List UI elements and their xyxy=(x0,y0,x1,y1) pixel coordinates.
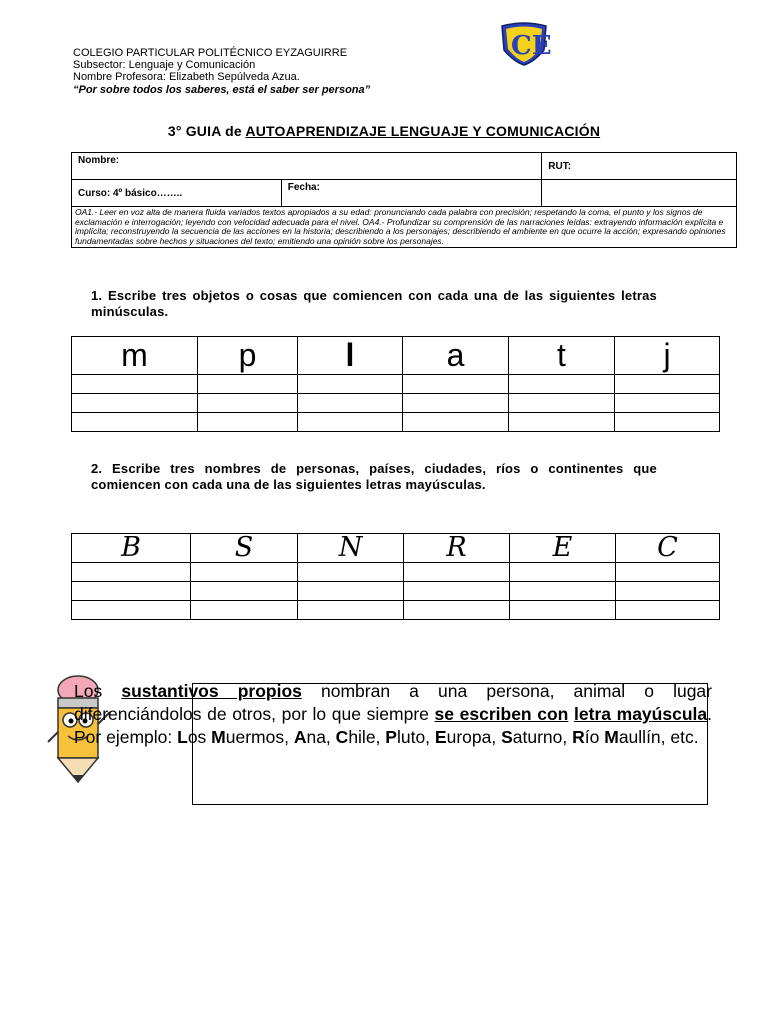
example-initial: E xyxy=(434,727,447,747)
example-text: uropa, xyxy=(446,727,502,747)
example-initial: S xyxy=(501,727,513,747)
answer-cell[interactable] xyxy=(404,582,510,601)
answer-cell[interactable] xyxy=(191,601,298,620)
answer-cell[interactable] xyxy=(403,413,509,432)
answer-cell[interactable] xyxy=(198,394,298,413)
example-text: ío xyxy=(584,727,605,747)
answer-cell[interactable] xyxy=(510,582,616,601)
letter-cell: E xyxy=(510,534,616,563)
letter-cell: j xyxy=(615,337,720,375)
answer-cell[interactable] xyxy=(298,375,403,394)
letter-cell: a xyxy=(403,337,509,375)
answer-cell[interactable] xyxy=(404,563,510,582)
fecha-field[interactable]: Fecha: xyxy=(281,180,542,207)
example-text: uermos, xyxy=(225,727,294,747)
answer-cell[interactable] xyxy=(298,394,403,413)
logo-letters: CE xyxy=(511,31,552,61)
nombre-field[interactable]: Nombre: xyxy=(72,153,542,180)
letter-cell: N xyxy=(298,534,404,563)
subject-line: Subsector: Lenguaje y Comunicación xyxy=(73,59,256,71)
note-text: nombran a una persona, animal o lugar diferenciándolos de otros, por lo que siempre xyxy=(74,681,712,724)
title-main: AUTOAPRENDIZAJE LENGUAJE Y COMUNICACIÓN xyxy=(245,123,601,139)
letter-cell: R xyxy=(404,534,510,563)
student-info-table xyxy=(71,152,737,248)
letter-cell: B xyxy=(72,534,191,563)
example-initial: M xyxy=(604,727,619,747)
answer-cell[interactable] xyxy=(72,563,191,582)
answer-cell[interactable] xyxy=(72,413,198,432)
lowercase-letters-table xyxy=(71,336,720,432)
answer-cell[interactable] xyxy=(616,563,720,582)
answer-cell[interactable] xyxy=(404,601,510,620)
answer-cell[interactable] xyxy=(509,394,615,413)
answer-cell[interactable] xyxy=(191,582,298,601)
answer-cell[interactable] xyxy=(191,563,298,582)
learning-objectives: OA1.- Leer en voz alta de manera fluida variados textos apropiados a su edad: pronunciando cada palabra con precisión; respetando la coma, el punto y los signos de exclamación e interrogación; leyendo con velocidad adecuada para el nivel. OA4.- Profundizar su comprensión de las narraciones leídas: extrayendo información explícita e implícita; reconstruyendo la secuencia de las acciones en la historia; describiendo a los personajes; describiendo el ambiente en que ocurre la acción; expresando opiniones fundamentadas sobre hechos y situaciones del texto; emitiendo una opinión sobre los personajes. xyxy=(72,207,737,248)
example-initial: P xyxy=(385,727,397,747)
proper-nouns-note xyxy=(74,680,712,749)
answer-cell[interactable] xyxy=(198,375,298,394)
note-word: Los xyxy=(74,681,103,701)
answer-cell[interactable] xyxy=(509,375,615,394)
answer-cell[interactable] xyxy=(403,394,509,413)
answer-cell[interactable] xyxy=(72,582,191,601)
school-name: COLEGIO PARTICULAR POLITÉCNICO EYZAGUIRRE xyxy=(73,47,348,59)
answer-cell[interactable] xyxy=(298,582,404,601)
answer-cell[interactable] xyxy=(509,413,615,432)
answer-cell[interactable] xyxy=(615,394,720,413)
answer-cell[interactable] xyxy=(298,601,404,620)
answer-cell[interactable] xyxy=(510,563,616,582)
example-initial: L xyxy=(177,727,188,747)
letter-cell: m xyxy=(72,337,198,375)
answer-cell[interactable] xyxy=(403,375,509,394)
teacher-line: Nombre Profesora: Elizabeth Sepúlveda Azua. xyxy=(73,71,300,83)
example-text: aullín, etc. xyxy=(618,727,699,747)
question-1-text: 1. Escribe tres objetos o cosas que comiencen con cada una de las siguientes letras minúsculas. xyxy=(91,288,657,319)
example-initial: R xyxy=(572,727,585,747)
letter-cell: S xyxy=(191,534,298,563)
example-initial: M xyxy=(211,727,226,747)
answer-cell[interactable] xyxy=(298,413,403,432)
example-text: na, xyxy=(306,727,336,747)
answer-cell[interactable] xyxy=(72,375,198,394)
note-term: sustantivos propios xyxy=(121,681,302,701)
school-shield-logo xyxy=(496,22,552,66)
answer-cell[interactable] xyxy=(298,563,404,582)
rut-field[interactable]: RUT: xyxy=(542,153,737,180)
example-initial: A xyxy=(293,727,307,747)
answer-cell[interactable] xyxy=(510,601,616,620)
letter-cell: l xyxy=(298,337,403,375)
note-rule: letra mayúscula xyxy=(574,704,708,724)
page-title xyxy=(0,123,768,139)
answer-cell[interactable] xyxy=(615,413,720,432)
title-prefix: 3° GUIA de xyxy=(167,123,246,139)
note-rule: se escriben con xyxy=(434,704,569,724)
letter-cell: p xyxy=(198,337,298,375)
example-text: os xyxy=(187,727,212,747)
example-text: luto, xyxy=(396,727,435,747)
letter-cell: C xyxy=(616,534,720,563)
empty-cell xyxy=(542,180,737,207)
answer-cell[interactable] xyxy=(616,582,720,601)
note-text: . Por ejemplo: xyxy=(74,704,712,747)
school-motto: “Por sobre todos los saberes, está el saber ser persona” xyxy=(73,84,371,96)
example-text: aturno, xyxy=(512,727,573,747)
answer-cell[interactable] xyxy=(615,375,720,394)
answer-cell[interactable] xyxy=(198,413,298,432)
example-initial: C xyxy=(335,727,349,747)
example-text: hile, xyxy=(348,727,386,747)
answer-cell[interactable] xyxy=(72,601,191,620)
question-2-text: 2. Escribe tres nombres de personas, países, ciudades, ríos o continentes que comiencen con cada una de las siguientes letras mayúsculas. xyxy=(91,461,657,492)
answer-cell[interactable] xyxy=(616,601,720,620)
letter-cell: t xyxy=(509,337,615,375)
uppercase-letters-table xyxy=(71,533,720,620)
curso-field[interactable]: Curso: 4º básico…….. xyxy=(72,180,282,207)
answer-cell[interactable] xyxy=(72,394,198,413)
